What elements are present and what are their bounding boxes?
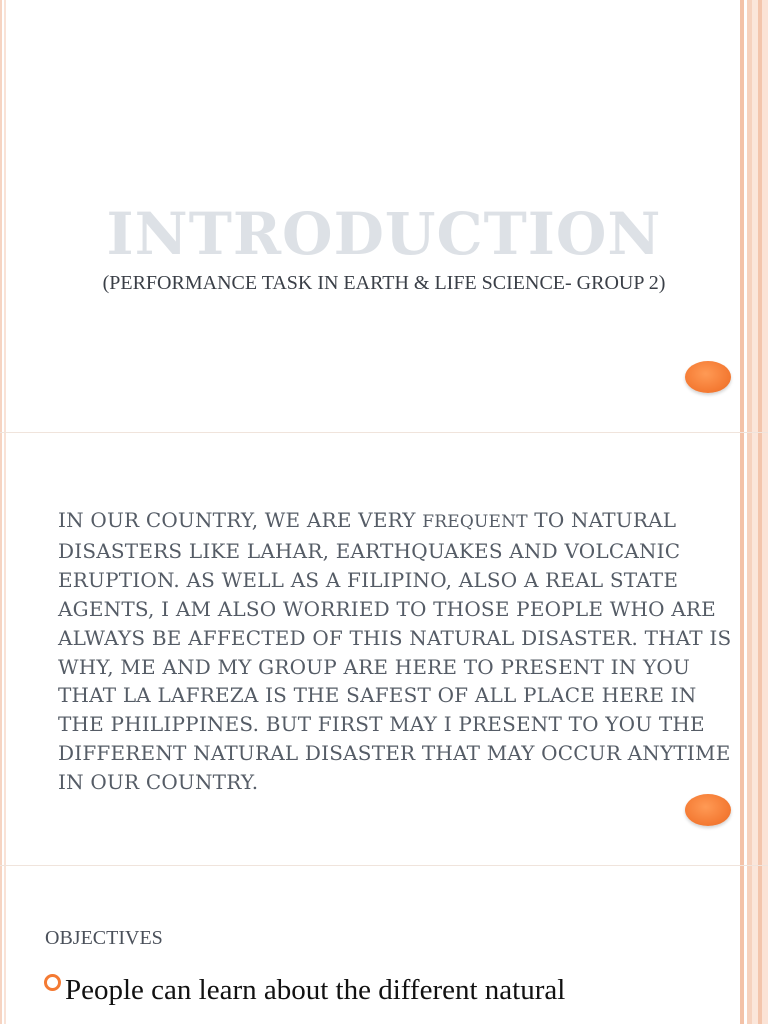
slide-subtitle: (PERFORMANCE TASK IN EARTH & LIFE SCIENCE- GROUP 2)	[102, 272, 666, 294]
paragraph-text-rest: TO NATURAL DISASTERS LIKE LAHAR, EARTHQUAKES AND VOLCANIC ERUPTION. AS WELL AS A FILIPINO, ALSO A REAL STATE AGENTS, I AM ALSO WORRIED TO THOSE PEOPLE WHO ARE ALWAYS BE AFFECTED OF THIS NATURAL DISASTER. THAT IS WHY, ME AND MY GROUP ARE HERE TO PRESENT IN YOU THAT LA LAFREZA IS THE SAFEST OF ALL PLACE HERE IN THE PHILIPPINES. BUT FIRST MAY I PRESENT TO YOU THE DIFFERENT NATURAL DISASTER THAT MAY OCCUR ANYTIME IN OUR COUNTRY.	[58, 508, 732, 795]
right-border-decoration	[738, 433, 768, 865]
left-border-decoration	[0, 866, 8, 1024]
bullet-item	[44, 974, 744, 1007]
slide-title: INTRODUCTION	[106, 200, 662, 268]
orange-dot-decoration	[685, 794, 731, 826]
slide-body-text	[0, 433, 768, 865]
body-paragraph	[58, 506, 738, 797]
bullet-text: People can learn about the different natural	[65, 974, 566, 1006]
slide-introduction	[0, 0, 768, 432]
paragraph-text-start: IN OUR COUNTRY, WE ARE VERY	[58, 508, 423, 532]
paragraph-text-small: FREQUENT	[422, 512, 528, 532]
orange-dot-decoration	[685, 361, 731, 393]
slide-objectives	[0, 866, 768, 1024]
left-border-decoration	[0, 433, 8, 865]
objectives-heading: OBJECTIVES	[45, 927, 163, 949]
bullet-circle-icon	[44, 974, 61, 991]
